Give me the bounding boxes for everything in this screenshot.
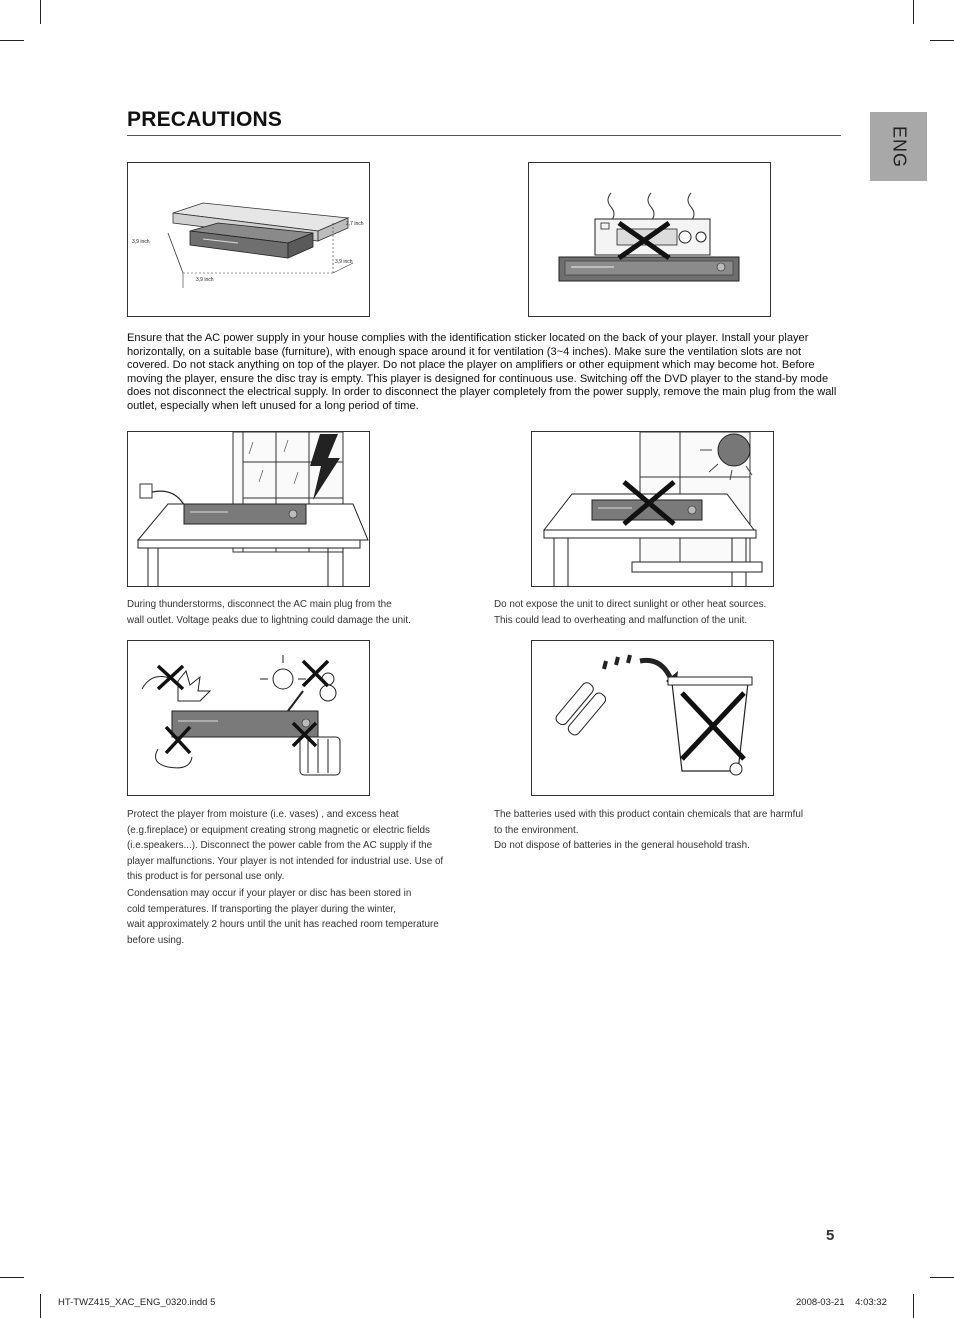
caption-line: Do not dispose of batteries in the general household trash. <box>494 840 750 851</box>
caption-sunlight <box>494 597 839 628</box>
crop-mark <box>913 1294 914 1318</box>
dimension-label-top-right: 2,7 inch <box>346 221 364 227</box>
footer-timestamp: 2008-03-21 4:03:32 <box>796 1297 887 1308</box>
caption-line: (e.g.fireplace) or equipment creating strong magnetic or electric fields <box>127 824 430 836</box>
page-title: PRECAUTIONS <box>127 108 283 131</box>
crop-mark <box>40 0 41 24</box>
caption-line: This could lead to overheating and malfunction of the unit. <box>494 614 748 626</box>
caption-condensation <box>127 886 472 948</box>
caption-line: to the environment. <box>494 824 579 836</box>
caption-line: wait approximately 2 hours until the unit has reached room temperature <box>127 919 439 930</box>
figure-no-stacking <box>528 162 771 317</box>
caption-line: before using. <box>127 934 185 946</box>
caption-line: Do not expose the unit to direct sunlight or other heat sources. <box>494 599 767 610</box>
dimension-label-bottom: 3,9 inch <box>196 277 214 283</box>
language-tab-label: ENG <box>889 125 909 168</box>
caption-line: Condensation may occur if your player or disc has been stored in <box>127 888 412 899</box>
crop-mark <box>930 1277 954 1278</box>
crop-mark <box>0 1277 24 1278</box>
caption-line: (i.e.speakers...). Disconnect the power cable from the AC supply if the <box>127 840 433 851</box>
language-tab <box>870 112 927 181</box>
caption-line: During thunderstorms, disconnect the AC main plug from the <box>127 599 392 610</box>
crop-mark <box>0 40 24 41</box>
figure-moisture-heat <box>127 640 370 796</box>
caption-moisture <box>127 807 472 885</box>
caption-line: this product is for personal use only. <box>127 871 285 882</box>
crop-mark <box>913 0 914 24</box>
caption-line: cold temperatures. If transporting the player during the winter, <box>127 903 396 915</box>
crop-mark <box>40 1294 41 1318</box>
crop-mark <box>930 40 954 41</box>
caption-line: The batteries used with this product contain chemicals that are harmful <box>494 809 804 820</box>
figure-thunderstorm <box>127 431 370 587</box>
caption-line: Protect the player from moisture (i.e. vases) , and excess heat <box>127 809 399 820</box>
dimension-label-right: 3,9 inch <box>335 259 353 265</box>
title-divider <box>127 135 841 136</box>
page-number: 5 <box>826 1227 835 1244</box>
dimension-label-left: 3,9 inch <box>132 239 150 245</box>
footer-filename: HT-TWZ415_XAC_ENG_0320.indd 5 <box>58 1297 216 1308</box>
figure-battery-disposal <box>531 640 774 796</box>
figure-ventilation <box>127 162 370 317</box>
caption-line: player malfunctions. Your player is not intended for industrial use. Use of <box>127 855 444 867</box>
caption-batteries <box>494 807 839 854</box>
figure-sunlight <box>531 431 774 587</box>
caption-thunderstorm <box>127 597 457 628</box>
intro-text: Ensure that the AC power supply in your house complies with the identification sticker located on the back of your player. Install your player horizontally, on a suitable base (furniture), with enough space around it for ventilation (3~4 inches). Make sure the ventilation slots are not covered. Do not stack anything on top of the player. Do not place the player on amplifiers or other equipment which may become hot. Before moving the player, ensure the disc tray is empty. This player is designed for continuous use. Switching off the DVD player to the stand-by mode does not disconnect the electrical supply. In order to disconnect the player completely from the power supply, remove the main plug from the wall outlet, especially when left unused for a long period of time. <box>127 332 837 412</box>
caption-line: wall outlet. Voltage peaks due to lightning could damage the unit. <box>127 614 411 626</box>
